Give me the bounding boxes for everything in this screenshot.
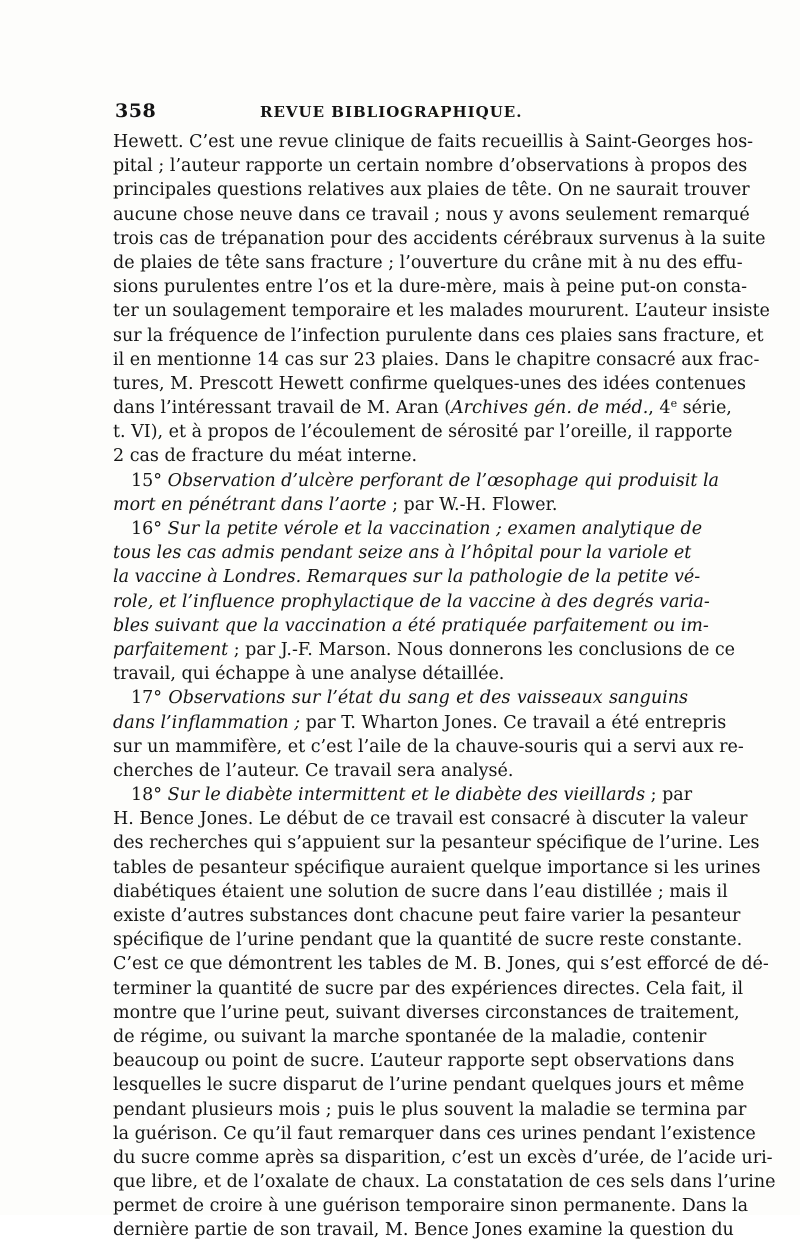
text-line: [113, 686, 688, 710]
text-segment: montre que l’urine peut, suivant diverses circonstances de traitement,: [113, 1002, 740, 1023]
body-text: [113, 130, 776, 1243]
italic-title-segment: dans l’inflammation ;: [113, 712, 301, 733]
text-line: [113, 977, 744, 1001]
text-line: [113, 807, 748, 831]
text-line: [113, 372, 746, 396]
italic-title-segment: tous les cas admis pendant seize ans à l’hôpital pour la variole et: [113, 543, 692, 564]
text-segment: ; par J.-F. Marson. Nous donnerons les conclusions de ce: [228, 639, 736, 660]
text-line: [113, 662, 688, 686]
text-line: [113, 1122, 756, 1146]
text-line: [113, 1098, 747, 1122]
text-segment: du sucre comme après sa disparition, c’est un excès d’urée, de l’acide uri-: [113, 1147, 773, 1168]
text-segment: sur un mammifère, et c’est l’aile de la chauve-souris qui a servi aux re-: [113, 736, 744, 757]
italic-title-segment: Sur le diabète intermittent et le diabète des vieillards: [167, 785, 646, 806]
text-segment: ter un soulagement temporaire et les malades moururent. L’auteur insiste: [113, 301, 770, 322]
text-segment: principales questions relatives aux plaies de tête. On ne saurait trouver: [113, 180, 750, 201]
text-segment: H. Bence Jones. Le début de ce travail est consacré à discuter la valeur: [113, 809, 748, 830]
text-line: [113, 324, 764, 348]
text-segment: trois cas de trépanation pour des accidents cérébraux survenus à la suite: [113, 228, 766, 249]
text-segment: 18°: [131, 785, 168, 806]
text-segment: pendant plusieurs mois ; puis le plus souvent la maladie se termina par: [113, 1099, 747, 1120]
text-segment: de régime, ou suivant la marche spontanée de la maladie, contenir: [113, 1026, 707, 1047]
text-line: [113, 396, 732, 420]
text-line: [113, 227, 766, 251]
italic-title-segment: Observation d’ulcère perforant de l’œsophage qui produisit la: [167, 470, 719, 491]
text-line: [113, 130, 754, 154]
text-segment: que libre, et de l’oxalate de chaux. La constatation de ces sels dans l’urine: [113, 1172, 776, 1193]
text-line: [113, 178, 750, 202]
text-segment: permet de croire à une guérison temporaire sinon permanente. Dans la: [113, 1196, 749, 1217]
text-segment: ; par W.-H. Flower.: [386, 494, 558, 515]
italic-title-segment: la vaccine à Londres. Remarques sur la pathologie de la petite vé-: [113, 567, 701, 588]
text-line: [113, 154, 748, 178]
text-line: [113, 541, 692, 565]
text-line: [113, 735, 744, 759]
text-line: [113, 1194, 749, 1218]
text-segment: des recherches qui s’appuient sur la pesanteur spécifique de l’urine. Les: [113, 833, 760, 854]
text-line: [113, 1073, 745, 1097]
text-segment: lesquelles le sucre disparut de l’urine pendant quelques jours et même: [113, 1075, 745, 1096]
text-segment: aucune chose neuve dans ce travail ; nous y avons seulement remarqué: [113, 204, 750, 225]
text-segment: t. VI), et à propos de l’écoulement de sérosité par l’oreille, il rapporte: [113, 422, 733, 443]
running-head: [115, 100, 690, 130]
page-number: 358: [115, 100, 157, 122]
text-segment: sur la fréquence de l’infection purulente dans ces plaies sans fracture, et: [113, 325, 764, 346]
text-line: [113, 952, 769, 976]
text-segment: diabétiques étaient une solution de sucre dans l’eau distillée ; mais il: [113, 881, 728, 902]
text-line: [113, 299, 770, 323]
text-line: [113, 469, 719, 493]
text-segment: spécifique de l’urine pendant que la quantité de sucre reste constante.: [113, 930, 743, 951]
italic-title-segment: role, et l’influence prophylactique de la vaccine à des degrés varia-: [113, 591, 710, 612]
text-line: [113, 1170, 776, 1194]
text-line: [113, 711, 727, 735]
text-segment: C’est ce que démontrent les tables de M. B. Jones, qui s’est efforcé de dé-: [113, 954, 769, 975]
text-segment: série,: [677, 398, 732, 419]
italic-title-segment: parfaitement: [113, 639, 229, 660]
text-segment: tures, M. Prescott Hewett confirme quelques-unes des idées contenues: [113, 373, 746, 394]
text-segment: pital ; l’auteur rapporte un certain nombre d’observations à propos des: [113, 156, 748, 177]
text-line: [113, 856, 761, 880]
text-line: [113, 1001, 740, 1025]
text-segment: cherches de l’auteur. Ce travail sera analysé.: [113, 760, 514, 781]
text-segment: 15°: [131, 470, 168, 491]
text-line: [113, 928, 743, 952]
text-line: [113, 1049, 735, 1073]
text-segment: tables de pesanteur spécifique auraient quelque importance si les urines: [113, 857, 761, 878]
journal-title: REVUE BIBLIOGRAPHIQUE.: [260, 103, 523, 121]
text-segment: sions purulentes entre l’os et la dure-mère, mais à peine put-on consta-: [113, 277, 748, 298]
text-segment: , 4: [648, 398, 671, 419]
text-line: [113, 565, 701, 589]
text-line: [113, 420, 733, 444]
text-segment: de plaies de tête sans fracture ; l’ouverture du crâne mit à nu des effu-: [113, 252, 743, 273]
text-line: [113, 904, 741, 928]
text-line: [113, 759, 688, 783]
text-line: [113, 831, 760, 855]
text-segment: terminer la quantité de sucre par des expériences directes. Cela fait, il: [113, 978, 744, 999]
italic-title-segment: Observations sur l’état du sang et des vaisseaux sanguins: [168, 688, 688, 709]
text-line: [113, 203, 750, 227]
text-line: [113, 590, 710, 614]
text-line: [113, 1025, 707, 1049]
superscript: e: [670, 397, 678, 411]
text-line: [113, 517, 703, 541]
text-segment: existe d’autres substances dont chacune peut faire varier la pesanteur: [113, 906, 741, 926]
text-line: [113, 638, 736, 662]
text-line: [113, 348, 760, 372]
text-segment: beaucoup ou point de sucre. L’auteur rapporte sept observations dans: [113, 1051, 735, 1072]
italic-title-segment: bles suivant que la vaccination a été pratiquée parfaitement ou im-: [113, 615, 709, 636]
text-line: [113, 1218, 734, 1242]
text-line: [113, 880, 728, 904]
text-segment: la guérison. Ce qu’il faut remarquer dans ces urines pendant l’existence: [113, 1123, 756, 1144]
text-line: [113, 493, 688, 517]
text-line: [113, 275, 748, 299]
text-segment: travail, qui échappe à une analyse détaillée.: [113, 664, 505, 685]
italic-title-segment: Sur la petite vérole et la vaccination ; examen analytique de: [167, 519, 703, 539]
text-segment: 16°: [131, 519, 168, 539]
italic-title-segment: Archives gén. de méd.: [451, 398, 649, 419]
text-line: [113, 614, 709, 638]
text-segment: 17°: [131, 688, 169, 709]
text-segment: ; par: [645, 785, 693, 806]
text-segment: 2 cas de fracture du méat interne.: [113, 446, 418, 467]
italic-title-segment: mort en pénétrant dans l’aorte: [113, 494, 387, 515]
text-segment: dans l’intéressant travail de M. Aran (: [113, 398, 452, 419]
text-line: [113, 1146, 773, 1170]
text-segment: dernière partie de son travail, M. Bence Jones examine la question du: [113, 1220, 734, 1241]
text-segment: Hewett. C’est une revue clinique de faits recueillis à Saint-Georges hos-: [113, 132, 754, 152]
text-line: [113, 783, 693, 807]
text-line: [113, 444, 688, 468]
text-line: [113, 251, 743, 275]
text-segment: par T. Wharton Jones. Ce travail a été entrepris: [300, 712, 727, 733]
text-segment: il en mentionne 14 cas sur 23 plaies. Dans le chapitre consacré aux frac-: [113, 349, 760, 370]
